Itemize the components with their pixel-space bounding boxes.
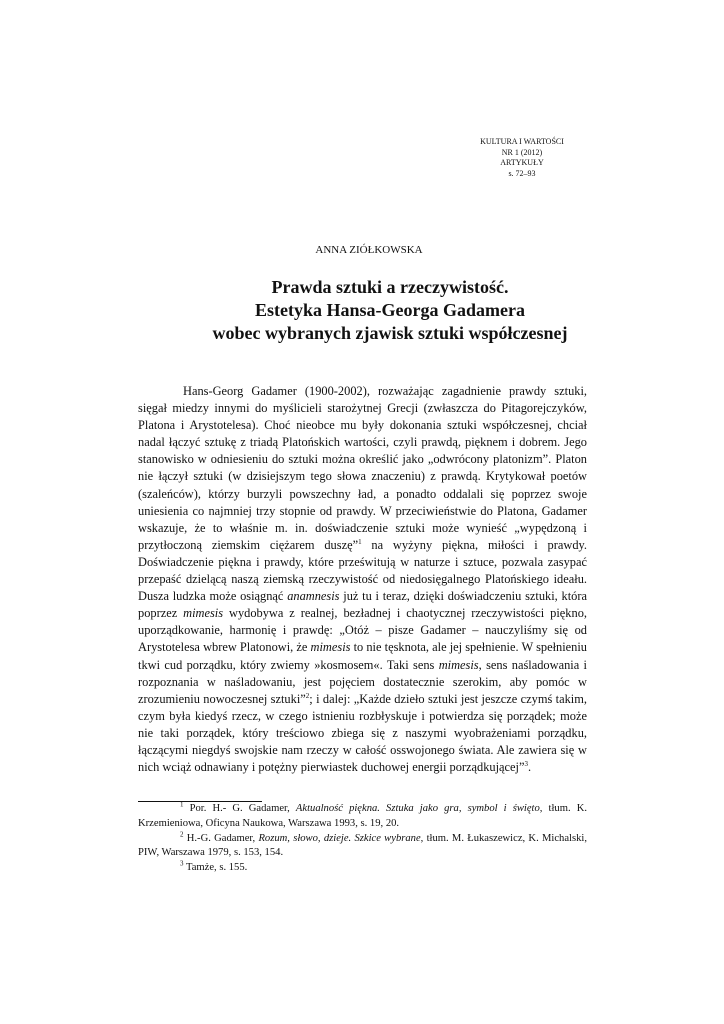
body-text-segment: to nie tęsknota, ale jej spełnienie. W spełnieniu tkwi cud porządku, który zwiemy »kosmosem«. Taki sens [138,640,587,672]
body-text-segment: Hans-Georg Gadamer (1900-2002), rozważając zagadnienie prawdy sztuki, sięgał miedzy innymi do myślicieli starożytnej Grecji (zwłaszcza do Pitagorejczyków, Platona i Arystotelesa). Choć nieobce mu były dokonania sztuki współczesnej, chciał nadal łączyć sztukę z triadą Platońskich wartości, czyli prawdą, pięknem i dobrem. Jego stanowisko w odniesieniu do sztuki można określić jako „odwrócony platonizm”. Platon nie łączył sztuki (w dzisiejszym tego słowa znaczeniu) z prawdą. Krytykował poetów (szaleńców), którzy burzyli powszechny ład, a ponadto oddalali się poprzez swoje uniesienia co najmniej trzy stopnie od prawdy. W przeciwieństwie do Platona, Gadamer wskazuje, że to właśnie m. in. doświadczenie sztuki może wynieść „wypędzoną i przytłoczoną ziemskim ciężarem duszę” [138,384,587,552]
body-text-segment: już tu i teraz, dzięki doświadczeniu sztuki, która poprzez [138,589,587,621]
footnote-ref[interactable]: 1 [358,537,362,546]
footnote-2 [138,832,587,862]
footnote-title: Aktualność piękna. Sztuka jako gra, symbol i święto, [295,803,543,814]
footnote-text: H.-G. Gadamer, [183,832,259,844]
footnote-1 [138,802,587,832]
journal-section: ARTYKUŁY [500,158,544,167]
journal-pages: s. 72–93 [508,168,536,178]
footnote-3 [138,861,587,876]
title-line: Prawda sztuki a rzeczywistość. [271,277,509,297]
emphasis: mimesis [310,640,351,655]
emphasis: mimesis [438,657,479,672]
footnote-number: 3 [180,859,184,868]
article-title [150,276,630,345]
body-text-segment: ; i dalej: „Każde dzieło sztuki jest jeszcze czymś takim, czym była kiedyś rzecz, w czego istnieniu rozbłyskuje i potwierdza się porządek; może nie taki porządek, który treściowo zbiega się z naszymi wyobrażeniami porządku, łączącymi niegdyś swojskie nam rzeczy w całość osswojonego świata. Ale zawiera się w nich wciąż odnawiany i potężny pierwiastek duchowej energii porządkującej” [138,691,587,775]
body-text-segment: wydobywa z realnej, bezładnej i chaotycznej rzeczywistości piękno, uporządkowanie, harmonię i prawdę: „Otóż – pisze Gadamer – nauczyliśmy się od Arystotelesa wbrew Platonowi, że [138,606,587,655]
journal-info [452,137,592,179]
footnote-title: Rozum, słowo, dzieje. Szkice wybrane, [258,832,424,844]
footnote-text: Por. H.- G. Gadamer, [183,803,296,814]
body-text-segment: na wyżyny piękna, miłości i prawdy. Doświadczenie piękna i prawdy, które prześwitują w naturze i sztuce, pozwala zasypać przepaść dzielącą naszą ziemską rzeczywistość od niedosięgalnego Platońskiego ideału. Dusza ludzka może osiągnąć [138,537,587,604]
footnote-number: 1 [180,800,184,809]
journal-issue: NR 1 (2012) [501,147,543,157]
footnote-ref[interactable]: 3 [524,759,528,768]
footnote-ref[interactable]: 2 [305,691,310,700]
body-text-segment: . [527,760,532,775]
emphasis: mimesis [183,606,224,621]
footnote-number: 2 [180,830,184,839]
title-line: wobec wybranych zjawisk sztuki współczesnej [212,323,568,343]
journal-name: KULTURA I WARTOŚCI [480,137,564,146]
title-line: Estetyka Hansa-Georga Gadamera [255,300,525,320]
body-text-segment: , sens naśladowania i rozpoznania w naśladowaniu, jest pojęciem dostatecznie szerokim, aby pomóc w zrozumieniu nowoczesnej sztuki” [138,657,587,706]
footnote-text: tłum. M. Łukaszewicz, K. Michalski, PIW, Warszawa 1979, s. 153, 154. [138,832,587,859]
footnotes [138,802,587,876]
footnote-text: Tamże, s. 155. [183,862,248,874]
emphasis: anamnesis [287,589,340,604]
body-paragraph [138,383,587,776]
article-author: ANNA ZIÓŁKOWSKA [315,244,423,256]
footnote-text: tłum. K. Krzemieniowa, Oficyna Naukowa, Warszawa 1993, s. 19, 20. [138,803,587,829]
